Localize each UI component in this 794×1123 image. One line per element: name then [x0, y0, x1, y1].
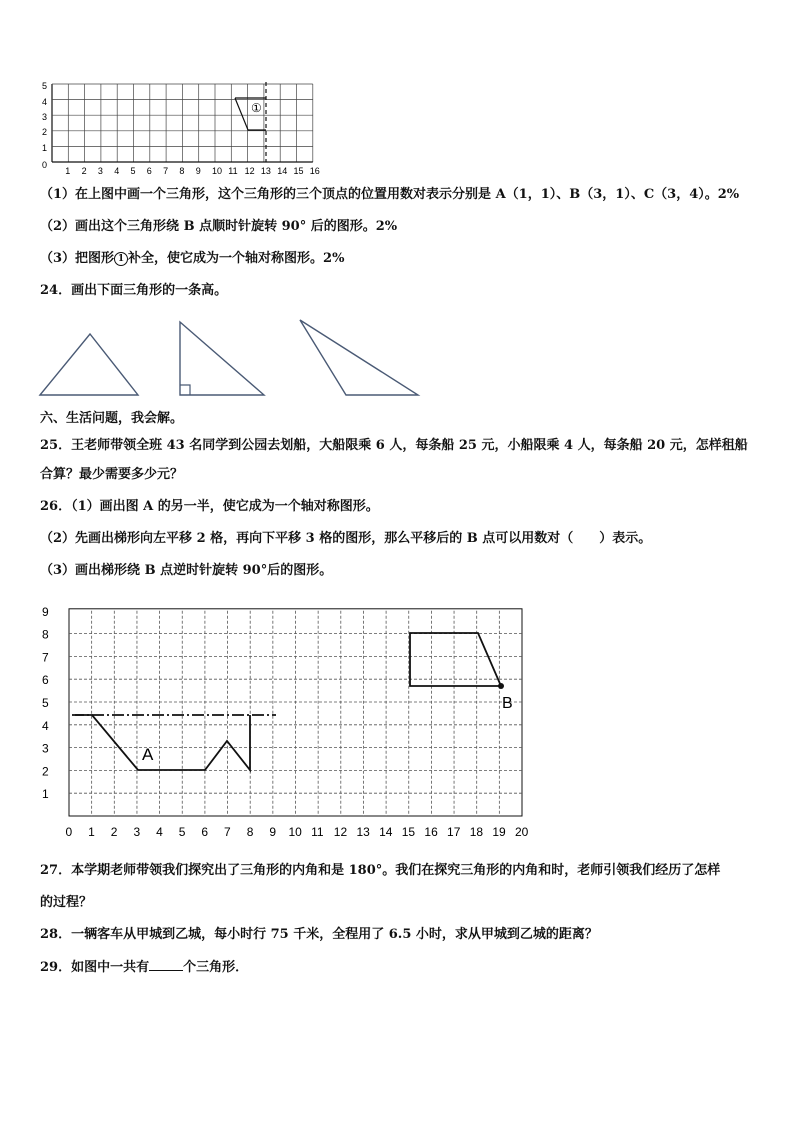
- grid-2-x-label: 16: [424, 825, 438, 839]
- grid-2-x-label: 3: [133, 825, 141, 839]
- grid-1-x-label: 12: [244, 166, 255, 176]
- q29-text: [40, 958, 248, 977]
- shape-a-outline: [75, 715, 250, 770]
- grid-2-x-label: 4: [156, 825, 163, 839]
- q23-part2: （2）画出这个三角形绕 B 点顺时针旋转 90° 后的图形。2%: [40, 219, 398, 234]
- grid-2-x-label: 7: [224, 825, 231, 839]
- grid-2-lines: [69, 609, 522, 816]
- circled-number-icon: 1: [114, 252, 128, 266]
- grid-1-x-label: 5: [130, 166, 136, 176]
- grid-1-y-label: 1: [42, 143, 48, 153]
- q27-line2: 的过程？: [40, 895, 93, 910]
- grid-2-x-label: 18: [469, 825, 484, 839]
- q26-part1: 26．（1）画出图 A 的另一半，使它成为一个轴对称图形。: [40, 499, 379, 514]
- q23-part3-prefix: （3）把图形: [40, 251, 115, 266]
- triangle-obtuse: [300, 320, 418, 395]
- triangle-acute: [40, 334, 138, 395]
- grid-2-x-label: 17: [447, 825, 461, 839]
- grid-1-x-label: 8: [179, 166, 185, 176]
- point-b: [498, 683, 504, 689]
- grid-1-x-label: 10: [212, 166, 223, 176]
- grid-2-x-label: 8: [246, 825, 254, 839]
- grid-1-y-label: 3: [42, 112, 48, 122]
- grid-2-x-labels: [66, 825, 529, 839]
- grid-2-y-label: 7: [42, 650, 49, 665]
- grid-2-y-label: 6: [42, 673, 49, 688]
- triangle-right: [180, 322, 264, 395]
- grid-2-y-label: 2: [42, 764, 49, 779]
- grid-2-y-label: 4: [42, 718, 49, 733]
- q29-prefix: 29．如图中一共有: [40, 960, 150, 975]
- grid-2-x-label: 14: [379, 825, 393, 839]
- grid-2-y-labels: [42, 605, 49, 801]
- grid-2-x-label: 0: [65, 825, 73, 839]
- grid-2-y-label: 5: [42, 696, 49, 710]
- grid-2-y-label: 3: [42, 741, 49, 756]
- point-b-label: B: [502, 695, 513, 712]
- grid-1-x-label: 9: [195, 166, 201, 176]
- grid-1-x-label: 1: [65, 166, 71, 176]
- q25-line1: 25．王老师带领全班 43 名同学到公园去划船，大船限乘 6 人，每条船 25 元，小船限乘 4 人，每条船 20 元，怎样租船: [40, 438, 748, 453]
- grid-2-x-label: 12: [333, 825, 348, 839]
- grid-1-x-label: 16: [309, 166, 320, 176]
- grid-1-y-label: 4: [42, 97, 48, 107]
- grid-2-x-label: 13: [356, 825, 370, 839]
- grid-1-x-label: 11: [228, 166, 238, 176]
- q25-line2: 合算？最少需要多少元？: [40, 467, 184, 482]
- q28-text: 28．一辆客车从甲城到乙城，每小时行 75 千米，全程用了 6.5 小时，求从甲城到乙城的距离？: [40, 927, 598, 942]
- q29-suffix: 个三角形．: [183, 960, 249, 975]
- grid-1-x-label: 13: [260, 166, 271, 176]
- answer-blank[interactable]: [149, 958, 183, 971]
- q26-part2: （2）先画出梯形向左平移 2 格，再向下平移 3 格的图形，那么平移后的 B 点可以用数对（ ）表示。: [40, 531, 652, 546]
- right-angle-mark: [180, 385, 190, 395]
- grid-2-x-label: 5: [178, 825, 186, 839]
- grid-2-x-label: 9: [269, 825, 277, 839]
- grid-1-x-label: 6: [146, 166, 152, 176]
- grid-2-x-label: 10: [288, 825, 302, 839]
- q26-part3: （3）画出梯形绕 B 点逆时针旋转 90°后的图形。: [40, 563, 333, 578]
- grid-1-y-label: 5: [42, 81, 48, 91]
- grid-1-y-label: 0: [42, 160, 48, 170]
- grid-1-shape-label: ①: [251, 101, 262, 115]
- section-6-title: 六、生活问题，我会解。: [40, 411, 184, 426]
- coordinate-grid-1: [36, 78, 326, 178]
- grid-2-x-label: 15: [401, 825, 416, 839]
- grid-2-x-label: 2: [110, 825, 118, 839]
- grid-1-x-labels: [65, 166, 320, 176]
- grid-1-x-label: 7: [163, 166, 169, 176]
- grid-2-y-label: 1: [42, 787, 49, 802]
- q24-text: 24．画出下面三角形的一条高。: [40, 283, 228, 298]
- q24-triangles: [36, 316, 426, 402]
- grid-1-y-label: 2: [42, 127, 48, 137]
- grid-2-x-label: 6: [201, 825, 209, 839]
- grid-1-lines: [52, 84, 313, 162]
- grid-1-y-labels: [42, 81, 47, 170]
- grid-1-x-label: 2: [81, 166, 87, 176]
- grid-1-x-label: 15: [293, 166, 304, 176]
- grid-1-x-label: 3: [97, 166, 103, 176]
- grid-2-y-label: 8: [42, 627, 49, 642]
- trapezoid: [410, 633, 501, 686]
- q23-part1: （1）在上图中画一个三角形，这个三角形的三个顶点的位置用数对表示分别是 A（1，1）、B（3，1）、C（3，4）。2%: [40, 187, 740, 202]
- q27-line1: 27．本学期老师带领我们探究出了三角形的内角和是 180°。我们在探究三角形的内角和时，老师引领我们经历了怎样: [40, 863, 721, 878]
- grid-2-x-label: 1: [88, 825, 95, 839]
- grid-2-y-label: 9: [42, 604, 49, 619]
- shape-a-label: A: [142, 745, 154, 764]
- grid-2-x-label: 19: [492, 825, 506, 839]
- q23-part3: [40, 250, 344, 268]
- grid-2-x-label: 20: [515, 825, 529, 839]
- grid-1-x-label: 4: [114, 166, 120, 176]
- grid-1-x-label: 14: [277, 166, 288, 176]
- coordinate-grid-2: [36, 598, 536, 846]
- grid-2-x-label: 11: [311, 825, 324, 839]
- q23-part3-suffix: 补全，使它成为一个轴对称图形。2%: [128, 251, 345, 266]
